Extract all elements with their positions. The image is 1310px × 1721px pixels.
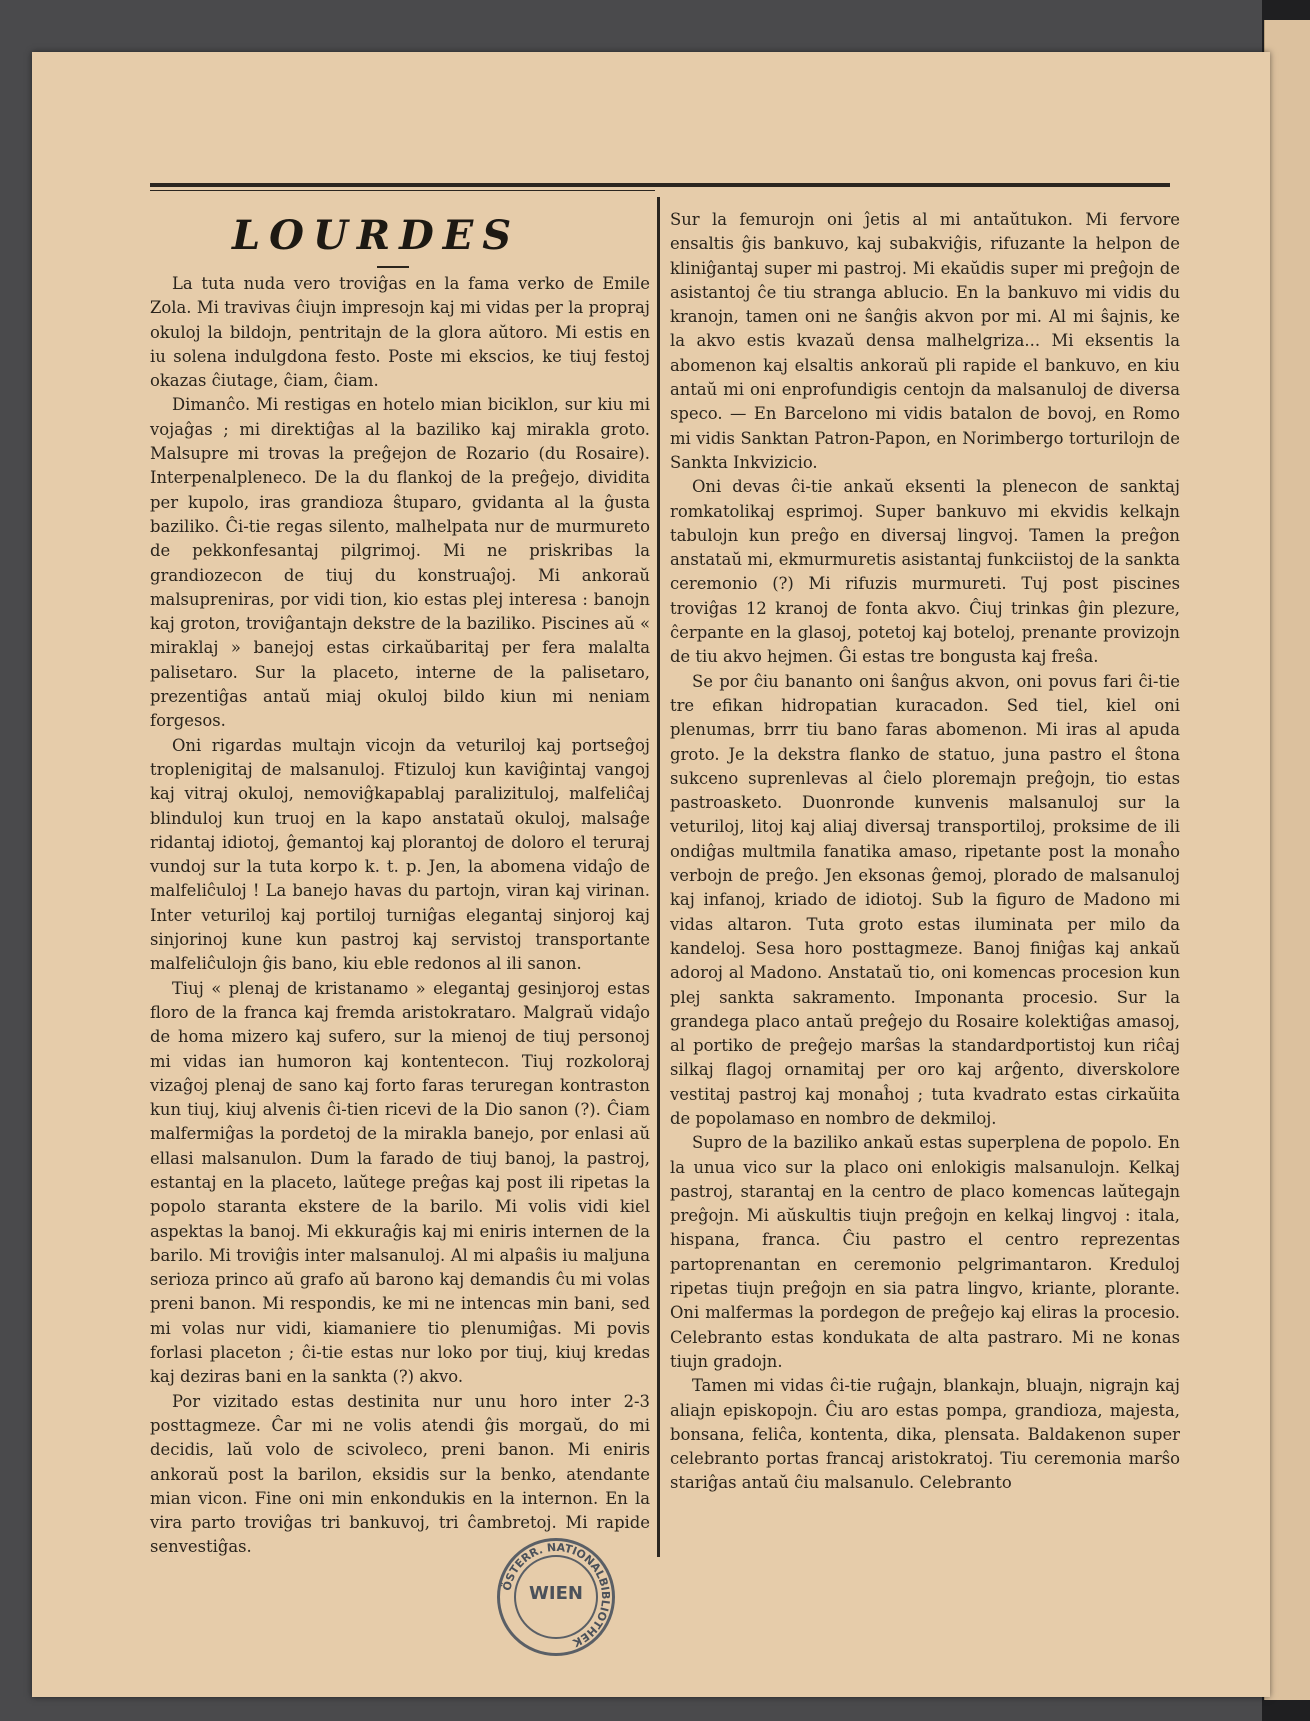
paragraph: Por vizitado estas destinita nur unu horo inter 2-3 posttagmeze. Ĉar mi ne volis atendi ĝis morgaŭ, do mi decidis, laŭ volo de scivoleco, preni banon. Mi eniris ankoraŭ post la barilon, eksidis sur la benko, atendante mian vicon. Fine oni min enkondukis en la internon. En la vira parto troviĝas tri bankuvoj, tri ĉambretoj. Mi rapide senvestiĝas. [150, 1391, 650, 1557]
adjacent-page-edge [1264, 20, 1310, 1700]
stamp-ring-label: ÖSTERR. NATIONALBIBLIOTHEK [500, 1540, 613, 1650]
library-stamp [497, 1538, 615, 1656]
article-title: LOURDES [232, 212, 521, 259]
column-divider [657, 197, 660, 1557]
paragraph: Tiuj « plenaj de kristanamo » elegantaj gesinjoroj estas floro de la franca kaj fremda aristokrataro. Malgraŭ vidaĵo de homa mizero kaj sufero, sur la mienoj de tiuj personoj mi vidas ian humoron kaj kontentecon. Tiuj rozkoloraj vizaĝoj plenaj de sano kaj forto faras teruregan kontraston kun tiuj, kiuj alvenis ĉi-tien ricevi de la Dio sanon (?). Ĉiam malfermiĝas la pordetoj de la mirakla banejo, por enlasi aŭ ellasi malsanulon. Dum la farado de tiuj banoj, la pastroj, estantaj en la placeto, laŭtege preĝas kaj post ili ripetas la popolo staranta ekstere de la barilo. Mi volis vidi kiel aspektas la banoj. Mi ekkuraĝis kaj mi eniris internen de la barilo. Mi troviĝis inter malsanuloj. Al mi alpaŝis iu maljuna serioza princo aŭ grafo aŭ barono kaj demandis ĉu mi volas preni banon. Mi respondis, ke mi ne intencas min bani, sed mi volas nur vidi, kiamaniere tio plenumiĝas. Mi povis forlasi placeton ; ĉi-tie estas nur loko por tiuj, kiuj kredas kaj deziras bani en la sankta (?) akvo. [150, 978, 650, 1387]
paragraph: Sur la femurojn oni ĵetis al mi antaŭtukon. Mi fervore ensaltis ĝis bankuvo, kaj subakviĝis, rifuzante la helpon de kliniĝantaj super mi pastroj. Mi ekaŭdis super mi preĝojn de asistantoj ĉe tiu stranga ablucio. En la bankuvo mi vidis du kranojn, tamen oni ne ŝanĝis akvon por mi. Al mi ŝajnis, ke la akvo estis kvazaŭ densa malhelgriza... Mi eksentis la abomenon kaj elsaltis ankoraŭ pli rapide el bankuvo, en kiu antaŭ mi oni enprofundigis centojn da malsanuloj de diversa speco. — En Barcelono mi vidis batalon de bovoj, en Romo mi vidis Sanktan Patron-Papon, en Norimbergo torturilojn de Sankta Inkvizicio. [670, 210, 1180, 472]
paragraph: Tamen mi vidas ĉi-tie ruĝajn, blankajn, bluajn, nigrajn kaj aliajn episkopojn. Ĉiu aro estas pompa, grandioza, majesta, bonsana, feliĉa, kontenta, dika, plensata. Baldakenon super celebranto portas francaj aristokratoj. Tiu ceremonia marŝo stariĝas antaŭ ĉiu malsanulo. Celebranto [670, 1376, 1180, 1493]
stamp-center-text: WIEN [529, 1583, 583, 1604]
paragraph: Se por ĉiu bananto oni ŝanĝus akvon, oni povus fari ĉi-tie tre efikan hidropatian kuracadon. Sed tiel, kiel oni plenumas, brrr tiu bano faras abomenon. Mi iras al apuda groto. Je la dekstra flanko de statuo, juna pastro el ŝtona sukceno suprenlevas al ĉielo ploremajn preĝojn, tio estas pastroasketo. Duonronde kunvenis malsanuloj sur la veturiloj, litoj kaj aliaj diversaj transportiloj, proksime de ili ondiĝas multmila fanatika amaso, ripetante post la monaĥo verbojn de preĝo. Jen eksonas ĝemoj, plorado de malsanuloj kaj infanoj, kriado de idiotoj. Sub la figuro de Madono mi vidas altaron. Tuta groto estas iluminata per milo da kandeloj. Sesa horo posttagmeze. Banoj finiĝas kaj ankaŭ adoroj al Madono. Anstataŭ tio, oni komencas procesion kun plej sankta sakramento. Imponanta procesio. Sur la grandega placo antaŭ preĝejo du Rosaire kolektiĝas amasoj, al portiko de preĝejo marŝas la standardportistoj kun riĉaj silkaj flagoj ornamitaj per oro kaj arĝento, diverskolore vestitaj pastroj kaj monaĥoj ; tuta kvadrato estas cirkaŭita de popolamaso en nombro de dekmiloj. [670, 671, 1180, 1128]
paragraph: Dimanĉo. Mi restigas en hotelo mian biciklon, sur kiu mi vojaĝas ; mi direktiĝas al la baziliko kaj mirakla groto. Malsupre mi trovas la preĝejon de Rozario (du Rosaire). Interpenalpleneco. De la du flankoj de la preĝejo, dividita per kupolo, iras grandioza ŝtuparo, gvidanta al la ĝusta baziliko. Ĉi-tie regas silento, malhelpata nur de murmureto de pekkonfesantaj pilgrimoj. Mi ne priskribas la grandiozecon de tiuj du konstruaĵoj. Mi ankoraŭ malsupreniras, por vidi tion, kio estas plej interesa : banojn kaj groton, troviĝantajn dekstre de la baziliko. Piscines aŭ « miraklaj » banejoj estas cirkaŭbaritaj per fera malalta palisetaro. Sur la placeto, interne de la palisetaro, prezentiĝas antaŭ miaj okuloj bildo kiun mi neniam forgesos. [150, 395, 650, 731]
paragraph: Oni rigardas multajn vicojn da veturiloj kaj portseĝoj troplenigitaj de malsanuloj. Ftizuloj kun kaviĝintaj vangoj kaj vitraj okuloj, nemoviĝkapablaj paralizituloj, malfeliĉaj blinduloj kun truoj en la kapo anstataŭ okuloj, malsaĝe ridantaj idiotoj, ĝemantoj kaj plorantoj de doloro el teruraj vundoj sur la tuta korpo k. t. p. Jen, la abomena vidaĵo de malfeliĉuloj ! La banejo havas du partojn, viran kaj virinan. Inter veturiloj kaj portiloj turniĝas elegantaj sinjoroj kaj sinjorinoj kune kun pastroj kaj servistoj transportante malfeliĉulojn ĝis bano, kiu eble redonos al ili sanon. [150, 735, 650, 974]
paragraph: Supro de la baziliko ankaŭ estas superplena de popolo. En la unua vico sur la placo oni enlokigis malsanulojn. Kelkaj pastroj, starantaj en la centro de placo komencas laŭtegajn preĝojn. Mi aŭskultis tiujn preĝojn en kelkaj lingvoj : itala, hispana, franca. Ĉiu pastro el centro reprezentas partoprenantan en ceremonio pelgrimantaron. Kreduloj ripetas tiujn preĝojn en sia patra lingvo, kriante, plorante. Oni malfermas la pordegon de preĝejo kaj eliras la procesio. Celebranto estas kondukata de alta pastraro. Mi ne konas tiujn gradojn. [670, 1133, 1180, 1371]
paragraph: Oni devas ĉi-tie ankaŭ eksenti la plenecon de sanktaj romkatolikaj esprimoj. Super bankuvo mi ekvidis kelkajn tabulojn kun preĝo en diversaj lingvoj. Tamen la preĝon anstataŭ mi, ekmurmuretis asistantaj funkciistoj de la sankta ceremonio (?) Mi rifuzis murmureti. Tuj post piscines troviĝas 12 kranoj de fonta akvo. Ĉiuj trinkas ĝin plezure, ĉerpante en la glasoj, potetoj kaj boteloj, prenante provizojn de tiu akvo hejmen. Ĝi estas tre bongusta kaj freŝa. [670, 477, 1180, 667]
title-dash [377, 266, 409, 268]
top-rule-thin [150, 190, 655, 191]
top-rule [150, 183, 1170, 187]
left-column [150, 272, 650, 1560]
right-column [670, 208, 1180, 1496]
paragraph: La tuta nuda vero troviĝas en la fama verko de Emile Zola. Mi travivas ĉiujn impresojn kaj mi vidas per la propraj okuloj la bildojn, pentritajn de la glora aŭtoro. Mi estis en iu solena indulgdona festo. Poste mi ekscios, ke tiuj festoj okazas ĉiutage, ĉiam, ĉiam. [150, 274, 650, 391]
